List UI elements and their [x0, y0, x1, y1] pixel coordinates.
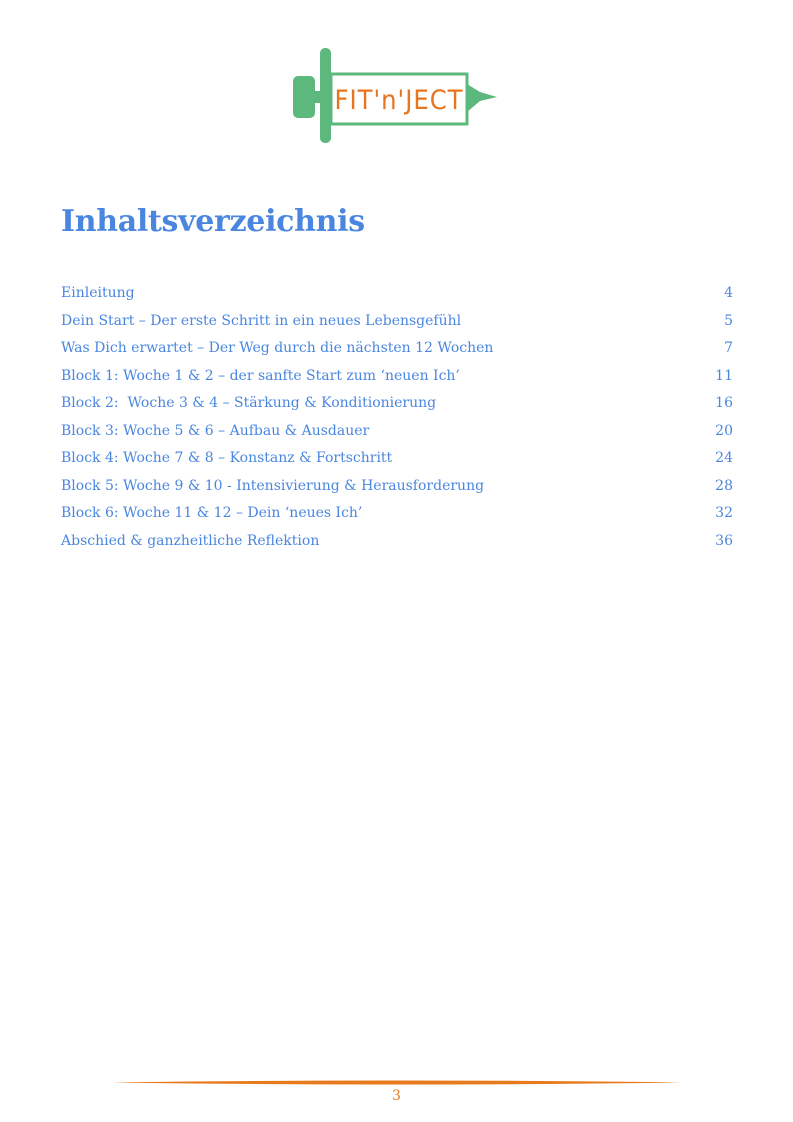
toc-entry[interactable]: [61, 311, 733, 339]
toc-entry-page[interactable]: 11: [715, 367, 733, 384]
toc-entry-page[interactable]: 4: [724, 285, 733, 301]
toc-entry-page[interactable]: 32: [715, 505, 733, 521]
table-of-contents: [61, 283, 733, 558]
toc-entry[interactable]: [61, 503, 733, 531]
toc-entry-title[interactable]: Block 5: Woche 9 & 10 - Intensivierung & Herausforderung: [61, 477, 485, 494]
toc-entry-page[interactable]: 16: [715, 395, 733, 411]
syringe-flange-icon: [320, 48, 331, 143]
toc-entry[interactable]: [61, 283, 733, 311]
toc-entry-title[interactable]: Block 6: Woche 11 & 12 – Dein ‘neues Ich’: [61, 505, 363, 521]
toc-entry-title[interactable]: Was Dich erwartet – Der Weg durch die nächsten 12 Wochen: [61, 340, 494, 356]
toc-entry-title[interactable]: Block 4: Woche 7 & 8 – Konstanz & Fortschritt: [61, 450, 393, 466]
toc-entry-title[interactable]: Block 1: Woche 1 & 2 – der sanfte Start zum ‘neuen Ich’: [61, 367, 460, 384]
toc-entry-title[interactable]: Block 3: Woche 5 & 6 – Aufbau & Ausdauer: [61, 422, 370, 439]
toc-entry-page[interactable]: 20: [715, 422, 733, 439]
toc-entry-page[interactable]: 5: [724, 312, 733, 329]
toc-entry-page[interactable]: 24: [715, 450, 733, 466]
syringe-needle-icon: [467, 84, 497, 112]
toc-heading: Inhaltsverzeichnis: [61, 204, 365, 239]
toc-entry[interactable]: [61, 366, 733, 394]
page-number: 3: [392, 1088, 401, 1104]
toc-entry[interactable]: [61, 448, 733, 476]
toc-entry-title[interactable]: Einleitung: [61, 285, 135, 301]
footer-divider: [112, 1080, 682, 1085]
toc-entry[interactable]: [61, 338, 733, 366]
toc-entry[interactable]: [61, 421, 733, 449]
toc-entry[interactable]: [61, 476, 733, 504]
fitnject-logo: [290, 46, 500, 146]
toc-entry-title[interactable]: Dein Start – Der erste Schritt in ein neues Lebensgefühl: [61, 312, 462, 329]
toc-entry-page[interactable]: 28: [715, 477, 733, 494]
toc-entry[interactable]: [61, 393, 733, 421]
toc-entry-title[interactable]: Abschied & ganzheitliche Reflektion: [61, 532, 320, 549]
logo-wordmark: FIT'n'JECT: [334, 85, 464, 116]
toc-entry-page[interactable]: 7: [724, 340, 733, 356]
toc-entry-page[interactable]: 36: [715, 532, 733, 549]
toc-entry[interactable]: [61, 531, 733, 559]
toc-entry-title[interactable]: Block 2: Woche 3 & 4 – Stärkung & Konditionierung: [61, 395, 437, 411]
syringe-plunger-handle-icon: [293, 76, 315, 118]
